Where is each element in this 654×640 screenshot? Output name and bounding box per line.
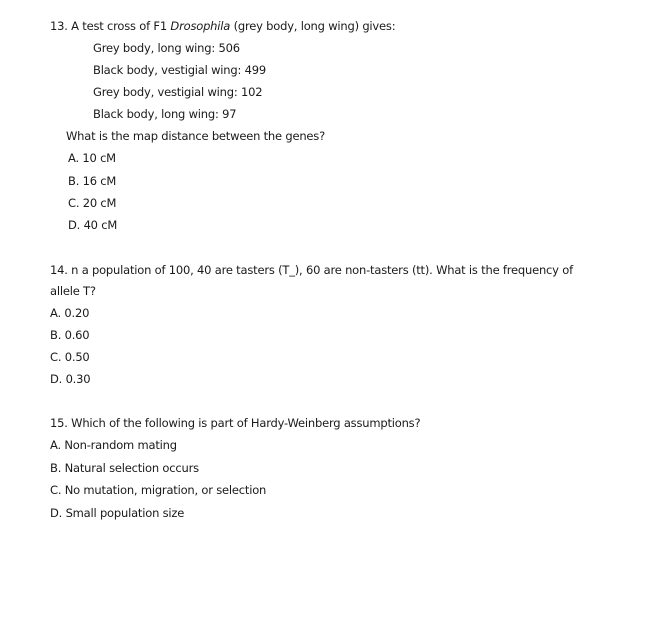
q14-option-c: C. 0.50: [50, 350, 90, 364]
q15-option-c: C. No mutation, migration, or selection: [50, 483, 267, 497]
q14-option-d: D. 0.30: [50, 372, 91, 386]
q13-data-3: Grey body, vestigial wing: 102: [93, 85, 263, 99]
q15-option-d: D. Small population size: [50, 506, 185, 520]
q13-question: What is the map distance between the genes?: [66, 129, 325, 143]
q13-prefix: 13. A test cross of F1: [50, 19, 171, 33]
q13-option-c: C. 20 cM: [68, 196, 117, 210]
q13-species: Drosophila: [170, 19, 231, 33]
question-14-line1: 14. n a population of 100, 40 are tasters (T_), 60 are non-tasters (tt). What is the frequency of: [50, 263, 573, 277]
question-14-line2: allele T?: [50, 284, 96, 298]
q13-option-b: B. 16 cM: [68, 174, 117, 188]
q13-option-d: D. 40 cM: [68, 218, 118, 232]
question-15: 15. Which of the following is part of Hardy-Weinberg assumptions?: [50, 416, 421, 430]
question-13-title: [50, 19, 395, 33]
q13-data-4: Black body, long wing: 97: [93, 107, 237, 121]
q15-option-a: A. Non-random mating: [50, 438, 177, 452]
q15-option-b: B. Natural selection occurs: [50, 461, 199, 475]
q13-data-2: Black body, vestigial wing: 499: [93, 63, 266, 77]
q14-option-a: A. 0.20: [50, 306, 90, 320]
q14-option-b: B. 0.60: [50, 328, 90, 342]
q13-option-a: A. 10 cM: [68, 151, 116, 165]
q13-data-1: Grey body, long wing: 506: [93, 41, 240, 55]
q13-suffix: (grey body, long wing) gives:: [230, 19, 396, 33]
